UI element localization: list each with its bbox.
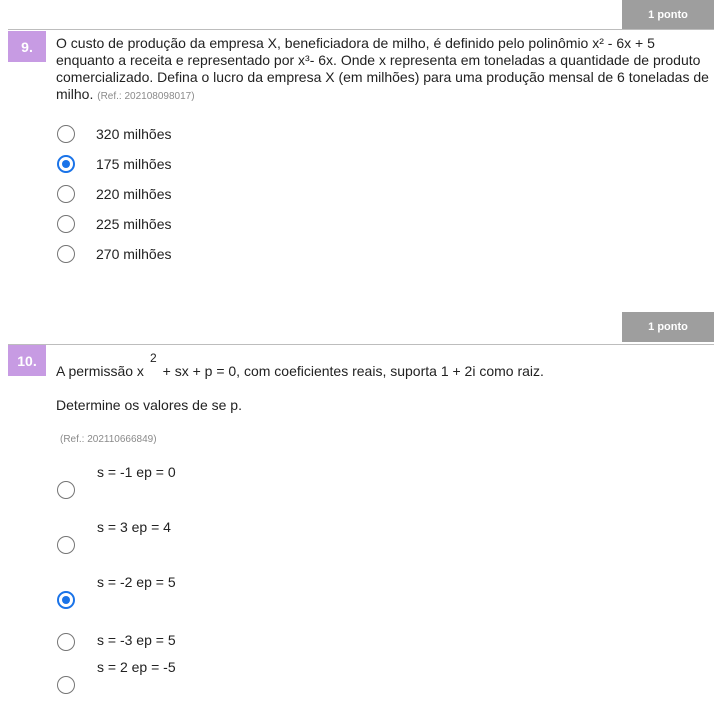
option-label: 320 milhões (96, 126, 172, 142)
option-label: 225 milhões (96, 216, 172, 232)
radio-button-selected[interactable] (57, 591, 75, 609)
question-number: 9. (8, 31, 46, 62)
option-label: 220 milhões (96, 186, 172, 202)
option-label: s = 3 ep = 4 (97, 519, 171, 535)
question-ref: (Ref.: 202108098017) (97, 91, 195, 102)
radio-button[interactable] (57, 633, 75, 651)
radio-button[interactable] (57, 676, 75, 694)
radio-button[interactable] (57, 536, 75, 554)
radio-button[interactable] (57, 125, 75, 143)
points-badge: 1 ponto (622, 0, 714, 30)
option-label: s = -3 ep = 5 (97, 632, 176, 648)
option-225[interactable] (57, 212, 172, 236)
question-text-part2: + sx + p = 0, com coeficientes reais, suporta 1 + 2i como raiz. (162, 363, 544, 379)
radio-button[interactable] (57, 481, 75, 499)
option-label: s = -2 ep = 5 (97, 574, 176, 590)
exponent: 2 (149, 351, 157, 365)
radio-button-selected[interactable] (57, 155, 75, 173)
option-220[interactable] (57, 182, 172, 206)
points-divider (8, 29, 714, 30)
option-label: 270 milhões (96, 246, 172, 262)
option-175[interactable] (57, 152, 172, 176)
question-text (56, 351, 712, 381)
question-number: 10. (8, 345, 46, 376)
question-text (56, 35, 712, 105)
option-label: s = 2 ep = -5 (97, 659, 176, 675)
question-ref: (Ref.: 202110666849) (60, 434, 157, 445)
question-body: O custo de produção da empresa X, beneficiadora de milho, é definido pelo polinômio x² - 6x + 5 enquanto a receita e representado por x³- 6x. Onde x representa em toneladas a quantidade de produto comercializado. Defina o lucro da empresa X (em milhões) para uma produção mensal de 6 toneladas de milho. (56, 35, 709, 102)
radio-button[interactable] (57, 245, 75, 263)
option-320[interactable] (57, 122, 172, 146)
radio-button[interactable] (57, 215, 75, 233)
option-label: s = -1 ep = 0 (97, 464, 176, 480)
points-divider (8, 344, 714, 345)
question-instruction: Determine os valores de se p. (56, 397, 242, 413)
option-label: 175 milhões (96, 156, 172, 172)
points-badge: 1 ponto (622, 312, 714, 342)
radio-button[interactable] (57, 185, 75, 203)
option-270[interactable] (57, 242, 172, 266)
question-text-part1: A permissão x (56, 363, 144, 379)
